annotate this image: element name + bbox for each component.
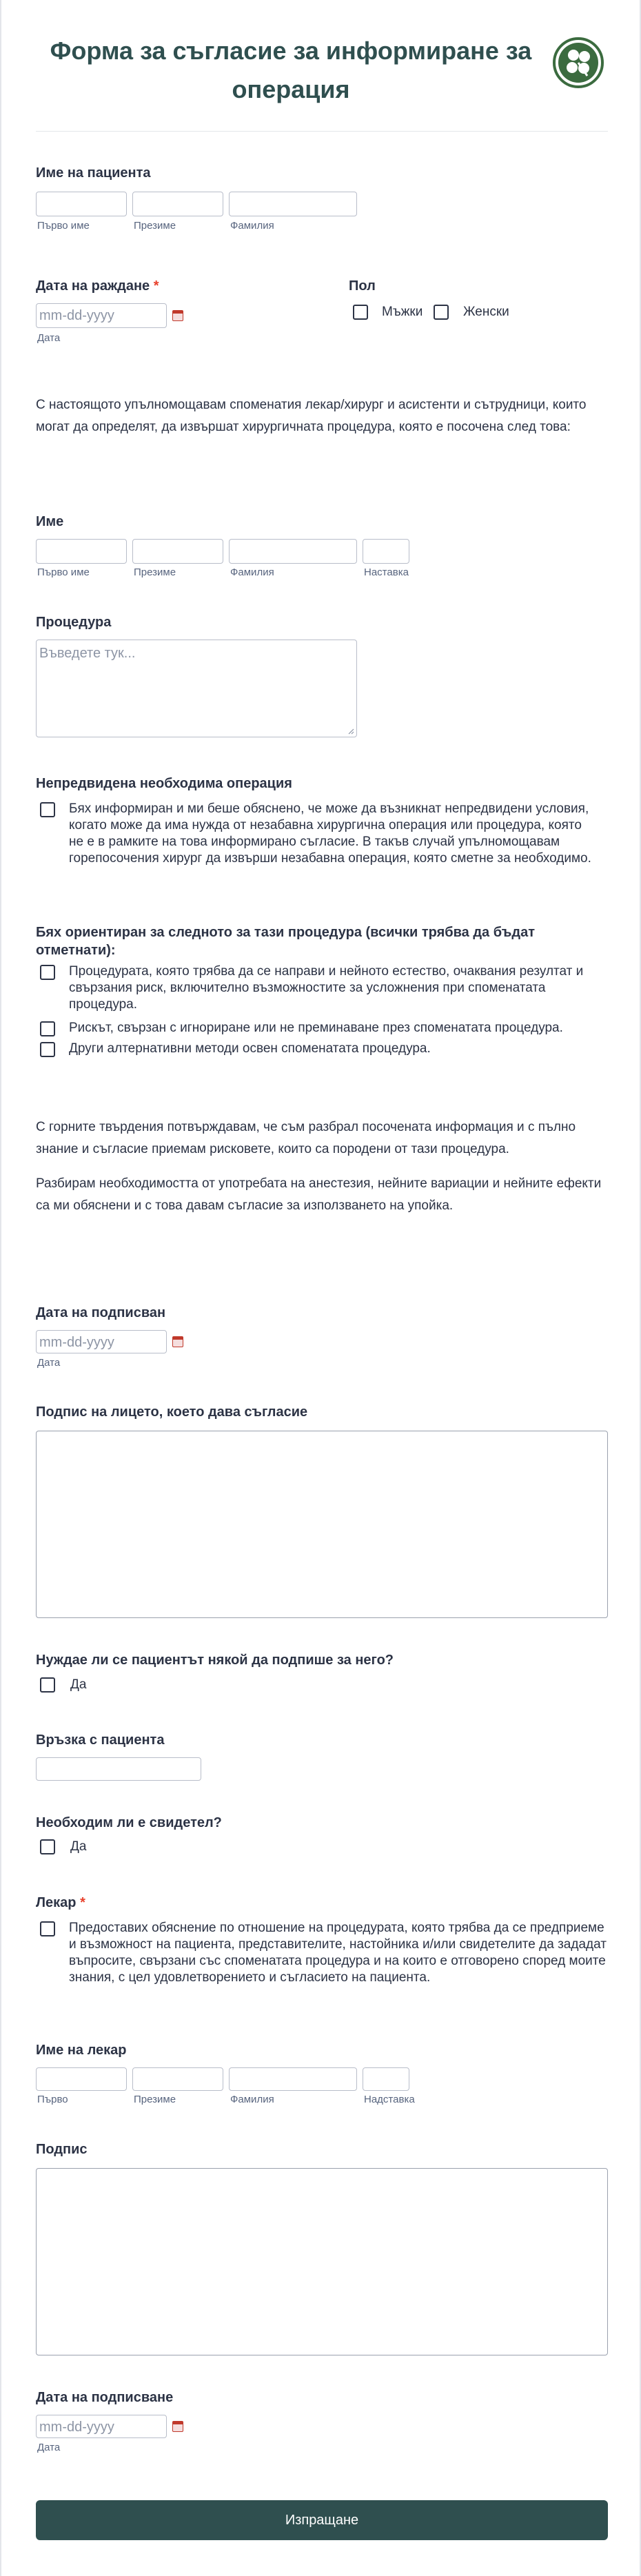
consent-signature-label: Подпис на лицето, което дава съгласие xyxy=(36,1404,308,1420)
oriented-option-1: Процедурата, която трябва да се направи и нейното естество, очаквания резултат и свързания риск, включително възможностите за усложнения при споменатата процедура. xyxy=(69,964,584,1012)
doctor-signature-pad[interactable] xyxy=(36,2168,608,2355)
clover-logo-icon xyxy=(553,37,604,88)
confirm-text-2: Разбирам необходимостта от употребата на анестезия, нейните вариации и нейните ефекти са ми обяснени и с това давам съгласие за използването на упойка. xyxy=(36,1176,602,1213)
patient-middle-name-sublabel: Презиме xyxy=(134,220,176,232)
doctor-signature-label: Подпис xyxy=(36,2142,88,2157)
form-title-line1: Форма за съгласие за информиране за xyxy=(50,37,532,65)
middle-name-sublabel: Презиме xyxy=(134,566,176,578)
doctor-first-name-input[interactable] xyxy=(36,2067,127,2091)
doctor-suffix-input[interactable] xyxy=(363,2067,409,2091)
form-title-line2: операция xyxy=(232,75,350,103)
patient-first-name-input[interactable] xyxy=(36,192,127,216)
submit-button[interactable]: Изпращане xyxy=(36,2500,608,2540)
sign-date-placeholder: mm-dd-yyyy xyxy=(39,1335,114,1350)
name-label: Име xyxy=(36,514,64,529)
doctor-label xyxy=(36,1895,85,1911)
calendar-icon[interactable] xyxy=(172,1336,183,1347)
other-signer-yes-checkbox[interactable] xyxy=(40,1677,55,1693)
birth-date-placeholder: mm-dd-yyyy xyxy=(39,308,114,323)
patient-first-name-sublabel: Първо име xyxy=(37,220,90,232)
relation-input[interactable] xyxy=(36,1757,201,1781)
birth-date-input[interactable] xyxy=(36,303,167,328)
calendar-icon[interactable] xyxy=(172,2421,183,2432)
header-divider xyxy=(36,131,608,132)
witness-yes-label: Да xyxy=(70,1839,87,1854)
procedure-label: Процедура xyxy=(36,615,112,630)
witness-label: Необходим ли е свидетел? xyxy=(36,1815,222,1830)
doctor-last-name-sublabel: Фамилия xyxy=(230,2094,274,2105)
doctor-label-text: Лекар xyxy=(36,1895,77,1910)
suffix-input[interactable] xyxy=(363,539,409,564)
required-marker: * xyxy=(153,278,159,294)
gender-female-label: Женски xyxy=(463,305,509,319)
oriented-checkbox-3[interactable] xyxy=(40,1042,55,1057)
procedure-textarea[interactable] xyxy=(36,640,357,737)
doctor-name-label: Име на лекар xyxy=(36,2043,127,2058)
last-name-sublabel: Фамилия xyxy=(230,566,274,578)
signing-date-input[interactable] xyxy=(36,2415,167,2438)
oriented-checkbox-1[interactable] xyxy=(40,965,55,980)
patient-last-name-input[interactable] xyxy=(229,192,357,216)
oriented-option-3: Други алтернативни методи освен споменатата процедура. xyxy=(69,1041,431,1056)
oriented-option-2: Рискът, свързан с игнориране или не преминаване през споменатата процедура. xyxy=(69,1021,563,1035)
first-name-input[interactable] xyxy=(36,539,127,564)
last-name-input[interactable] xyxy=(229,539,357,564)
doctor-confirm-checkbox[interactable] xyxy=(40,1921,55,1936)
calendar-icon[interactable] xyxy=(172,310,183,321)
signing-date-sublabel: Дата xyxy=(37,2442,61,2453)
doctor-suffix-sublabel: Надставка xyxy=(364,2094,415,2105)
sign-date-input[interactable] xyxy=(36,1330,167,1353)
doctor-middle-name-input[interactable] xyxy=(132,2067,223,2091)
unforeseen-option: Бях информиран и ми беше обяснено, че може да възникнат непредвидени условия, когато може да има нужда от незабавна хирургична операция или процедура, която не е в рамките на това информирано съгласие. В такъв случай упълномощавам горепосочения хирург да извърши незабавна операция, която сметне за необходимо. xyxy=(69,801,591,866)
patient-last-name-sublabel: Фамилия xyxy=(230,220,274,232)
resize-handle-icon[interactable] xyxy=(347,728,354,735)
doctor-middle-name-sublabel: Презиме xyxy=(134,2094,176,2105)
required-marker: * xyxy=(80,1895,85,1910)
signing-date-placeholder: mm-dd-yyyy xyxy=(39,2420,114,2435)
procedure-placeholder: Въведете тук... xyxy=(39,646,136,661)
first-name-sublabel: Първо име xyxy=(37,566,90,578)
unforeseen-label: Непредвидена необходима операция xyxy=(36,776,292,791)
gender-male-checkbox[interactable] xyxy=(353,305,368,320)
other-signer-yes-label: Да xyxy=(70,1677,87,1692)
consent-signature-pad[interactable] xyxy=(36,1431,608,1618)
signing-date-label: Дата на подписване xyxy=(36,2390,174,2405)
birth-date-label-text: Дата на раждане xyxy=(36,278,150,294)
unforeseen-checkbox[interactable] xyxy=(40,802,55,817)
authorization-text: С настоящото упълномощавам споменатия лекар/хирург и асистенти и сътрудници, които могат да определят, да извършат хирургичната процедура, която е посочена след това: xyxy=(36,398,587,434)
sign-date-label: Дата на подписван xyxy=(36,1305,166,1320)
suffix-sublabel: Наставка xyxy=(364,566,409,578)
gender-label: Пол xyxy=(349,278,376,294)
other-signer-label: Нуждае ли се пациентът някой да подпише за него? xyxy=(36,1653,394,1668)
patient-middle-name-input[interactable] xyxy=(132,192,223,216)
oriented-checkbox-2[interactable] xyxy=(40,1021,55,1036)
birth-date-sublabel: Дата xyxy=(37,332,61,344)
middle-name-input[interactable] xyxy=(132,539,223,564)
oriented-label: Бях ориентиран за следното за тази процедура (всички трябва да бъдат отметнати): xyxy=(36,925,535,958)
gender-female-checkbox[interactable] xyxy=(434,305,449,320)
doctor-first-name-sublabel: Първо xyxy=(37,2094,68,2105)
doctor-confirm-option: Предоставих обяснение по отношение на процедурата, която трябва да се предприеме и възможност на пациента, представителите, настойника и/или свидетелите да зададат въпросите, свързани със споменатата процедура и на които е отговорено според моите знания, с цел удовлетворението и съгласието на пациента. xyxy=(69,1921,607,1985)
confirm-text-1: С горните твърдения потвърждавам, че съм разбрал посочената информация и с пълно знание и съгласие приемам рисковете, които са породени от тази процедура. xyxy=(36,1120,576,1156)
birth-date-label xyxy=(36,278,159,294)
gender-male-label: Мъжки xyxy=(382,305,423,319)
sign-date-sublabel: Дата xyxy=(37,1357,61,1369)
patient-name-label: Име на пациента xyxy=(36,165,151,181)
relation-label: Връзка с пациента xyxy=(36,1732,165,1748)
doctor-last-name-input[interactable] xyxy=(229,2067,357,2091)
witness-yes-checkbox[interactable] xyxy=(40,1839,55,1854)
